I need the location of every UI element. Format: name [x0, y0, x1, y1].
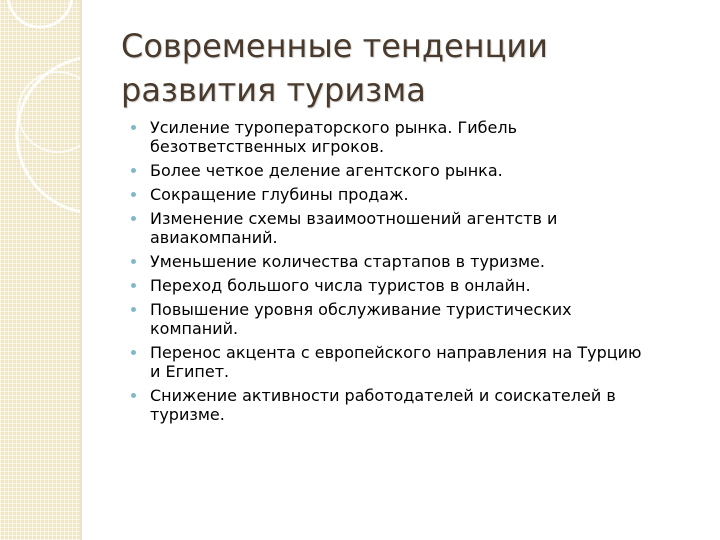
- list-item-text: Снижение активности работодателей и соискателей в туризме.: [150, 386, 616, 424]
- band-divider: [80, 0, 82, 540]
- list-item-text: Более четкое деление агентского рынка.: [150, 161, 503, 180]
- list-item: [128, 343, 653, 381]
- list-item: [128, 276, 653, 295]
- bullet-dot-icon: [131, 283, 136, 288]
- list-item: [128, 386, 653, 424]
- bullet-list: [128, 118, 653, 429]
- bullet-dot-icon: [131, 216, 136, 221]
- bullet-dot-icon: [131, 259, 136, 264]
- title-line-2: развития туризма: [121, 71, 426, 109]
- list-item-text: Повышение уровня обслуживание туристических компаний.: [150, 300, 572, 338]
- list-item-text: Переход большого числа туристов в онлайн.: [150, 276, 531, 295]
- bullet-dot-icon: [131, 192, 136, 197]
- list-item-text: Перенос акцента с европейского направления на Турцию и Египет.: [150, 343, 642, 381]
- decorative-circles: [0, 0, 80, 540]
- list-item: [128, 118, 653, 156]
- list-item: [128, 300, 653, 338]
- list-item: [128, 161, 653, 180]
- bullet-dot-icon: [131, 125, 136, 130]
- list-item-text: Уменьшение количества стартапов в туризме.: [150, 252, 545, 271]
- bullet-dot-icon: [131, 350, 136, 355]
- list-item-text: Сокращение глубины продаж.: [150, 185, 409, 204]
- bullet-dot-icon: [131, 307, 136, 312]
- title-line-1: Современные тенденции: [121, 27, 548, 65]
- bullet-dot-icon: [131, 393, 136, 398]
- list-item-text: Изменение схемы взаимоотношений агентств и авиакомпаний.: [150, 209, 558, 247]
- slide-title: [121, 24, 681, 112]
- list-item-text: Усиление туроператорского рынка. Гибель безответственных игроков.: [150, 118, 518, 156]
- list-item: [128, 209, 653, 247]
- list-item: [128, 252, 653, 271]
- list-item: [128, 185, 653, 204]
- bullet-dot-icon: [131, 168, 136, 173]
- decorative-side-band: [0, 0, 80, 540]
